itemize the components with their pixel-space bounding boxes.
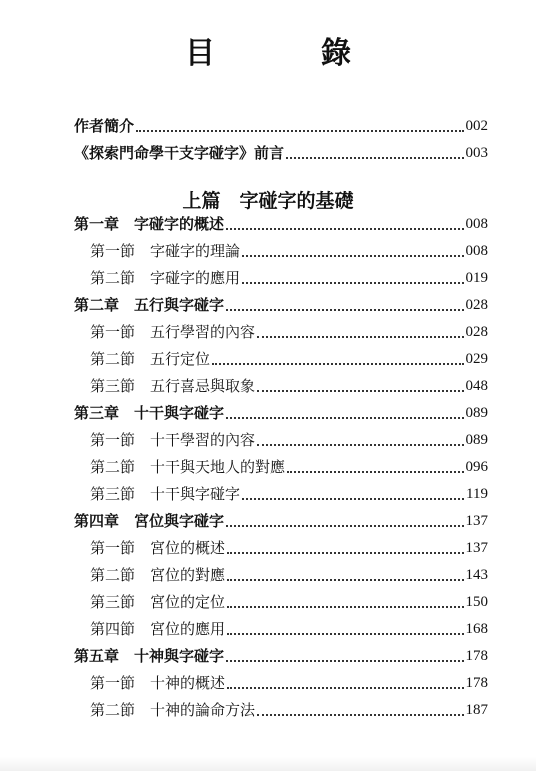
toc-section-entry bbox=[90, 455, 488, 477]
dot-leader bbox=[242, 282, 463, 284]
toc-entry-label: 第一節 字碰字的理論 bbox=[90, 242, 241, 260]
toc-entry-label: 《探索門命學干支字碰字》前言 bbox=[74, 144, 285, 162]
toc-entry-page: 178 bbox=[465, 675, 488, 691]
toc-entry-page: 019 bbox=[465, 270, 488, 286]
toc-entry-page: 096 bbox=[465, 459, 488, 475]
dot-leader bbox=[286, 157, 463, 159]
toc-entry-label: 第二節 十神的論命方法 bbox=[90, 701, 256, 719]
toc-section-entry bbox=[90, 266, 488, 288]
dot-leader bbox=[227, 633, 463, 635]
toc-section-entry bbox=[90, 671, 488, 693]
dot-leader bbox=[227, 552, 463, 554]
toc-chapter-entry bbox=[74, 293, 488, 315]
toc-entry-page: 028 bbox=[465, 297, 488, 313]
toc-section-entry bbox=[90, 239, 488, 261]
toc-entry-page: 029 bbox=[465, 351, 488, 367]
toc-entry-page: 028 bbox=[465, 324, 488, 340]
toc-entry-page: 008 bbox=[465, 216, 488, 232]
toc-entry-label: 作者簡介 bbox=[74, 117, 135, 135]
toc-entry-label: 第二節 字碰字的應用 bbox=[90, 269, 241, 287]
dot-leader bbox=[227, 579, 463, 581]
toc-entry-page: 089 bbox=[465, 405, 488, 421]
toc-section-entry bbox=[90, 563, 488, 585]
toc-entry-page: 119 bbox=[466, 486, 488, 502]
toc-entry-label: 第一章 字碰字的概述 bbox=[74, 215, 225, 233]
toc-entry-label: 第三節 宮位的定位 bbox=[90, 593, 226, 611]
page-edge-shadow bbox=[0, 757, 536, 771]
toc-section-entry bbox=[90, 428, 488, 450]
dot-leader bbox=[227, 687, 463, 689]
toc-entry-page: 048 bbox=[465, 378, 488, 394]
toc-entry-label: 第一節 宮位的概述 bbox=[90, 539, 226, 557]
toc-entry-label: 第三節 五行喜忌與取象 bbox=[90, 377, 256, 395]
toc-section-entry bbox=[90, 320, 488, 342]
toc-section-entry bbox=[90, 347, 488, 369]
toc-section-entry bbox=[90, 482, 488, 504]
toc-entry-label: 第四章 宮位與字碰字 bbox=[74, 512, 225, 530]
toc-entry-label: 第四節 宮位的應用 bbox=[90, 620, 226, 638]
toc-entry-page: 089 bbox=[465, 432, 488, 448]
dot-leader bbox=[242, 255, 463, 257]
toc-entry-page: 187 bbox=[465, 702, 488, 718]
toc-chapter-entry bbox=[74, 401, 488, 423]
toc-entry-label: 第二章 五行與字碰字 bbox=[74, 296, 225, 314]
toc-section-entry bbox=[90, 536, 488, 558]
dot-leader bbox=[136, 130, 463, 132]
dot-leader bbox=[226, 228, 463, 230]
toc-entry-page: 150 bbox=[465, 594, 488, 610]
dot-leader bbox=[257, 336, 463, 338]
toc-entry-page: 178 bbox=[465, 648, 488, 664]
toc-entry bbox=[74, 114, 488, 136]
toc-entry-label: 第二節 五行定位 bbox=[90, 350, 211, 368]
dot-leader bbox=[227, 606, 463, 608]
dot-leader bbox=[226, 660, 463, 662]
dot-leader bbox=[212, 363, 463, 365]
toc-chapter-entry bbox=[74, 212, 488, 234]
toc-entry-label: 第三節 十干與字碰字 bbox=[90, 485, 241, 503]
dot-leader bbox=[257, 390, 463, 392]
toc-section-entry bbox=[90, 590, 488, 612]
page-title: 目 錄 bbox=[185, 36, 389, 71]
dot-leader bbox=[287, 471, 463, 473]
toc-section-entry bbox=[90, 374, 488, 396]
toc-section-entry bbox=[90, 617, 488, 639]
toc-entry-label: 第五章 十神與字碰字 bbox=[74, 647, 225, 665]
dot-leader bbox=[226, 525, 463, 527]
section-heading: 上篇 字碰字的基礎 bbox=[182, 190, 354, 212]
toc-entry-label: 第一節 十干學習的內容 bbox=[90, 431, 256, 449]
toc-entry-page: 143 bbox=[465, 567, 488, 583]
toc-chapter-entry bbox=[74, 509, 488, 531]
toc-entry-page: 137 bbox=[465, 513, 488, 529]
toc-entry bbox=[74, 141, 488, 163]
toc-entry-label: 第一節 五行學習的內容 bbox=[90, 323, 256, 341]
toc-entry-label: 第一節 十神的概述 bbox=[90, 674, 226, 692]
toc-section-entry bbox=[90, 698, 488, 720]
toc-entry-page: 008 bbox=[465, 243, 488, 259]
toc-chapter-entry bbox=[74, 644, 488, 666]
toc-entry-page: 137 bbox=[465, 540, 488, 556]
toc-entry-label: 第二節 宮位的對應 bbox=[90, 566, 226, 584]
dot-leader bbox=[257, 444, 463, 446]
toc-entry-page: 168 bbox=[465, 621, 488, 637]
dot-leader bbox=[257, 714, 463, 716]
toc-entry-page: 002 bbox=[465, 118, 488, 134]
dot-leader bbox=[226, 309, 463, 311]
toc-entry-label: 第三章 十干與字碰字 bbox=[74, 404, 225, 422]
dot-leader bbox=[242, 498, 464, 500]
toc-entry-page: 003 bbox=[465, 145, 488, 161]
toc-entry-label: 第二節 十干與天地人的對應 bbox=[90, 458, 286, 476]
dot-leader bbox=[226, 417, 463, 419]
